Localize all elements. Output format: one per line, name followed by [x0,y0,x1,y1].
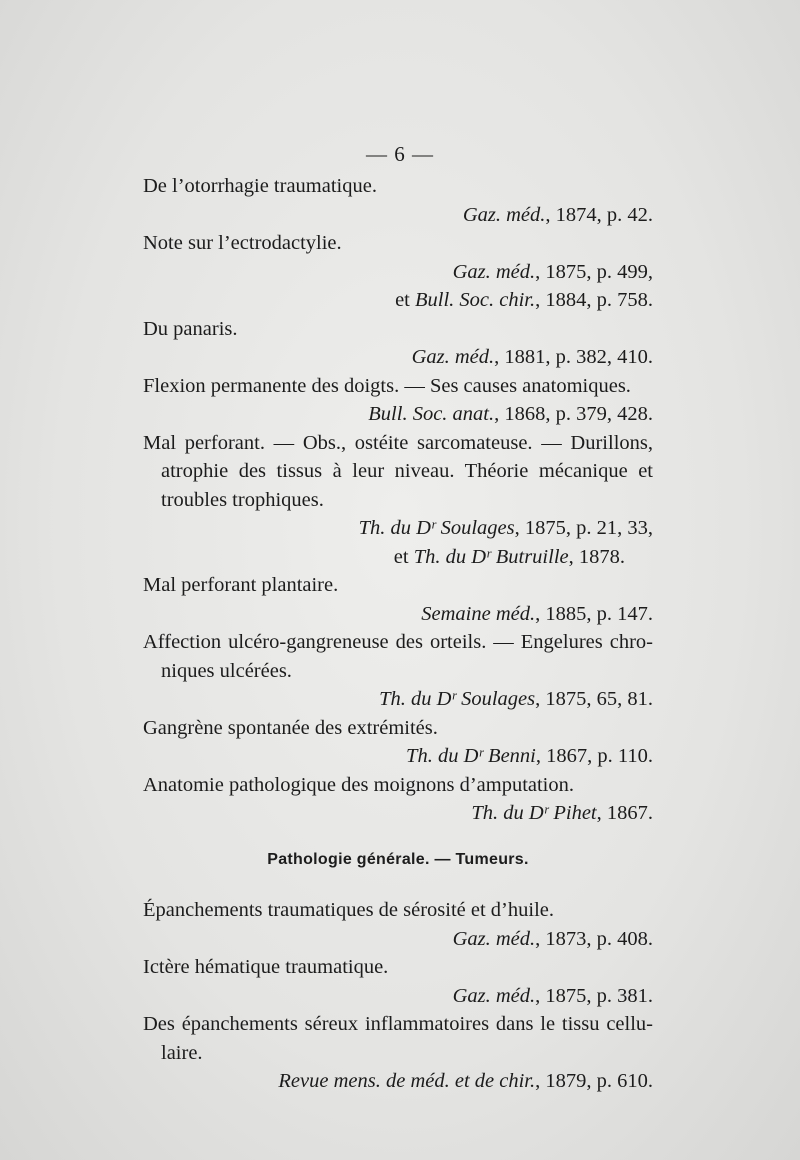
reference-source: Bull. Soc. anat. [368,403,495,425]
reference-source: Gaz. méd. [452,260,536,283]
bibliography-entry [143,714,653,771]
reference-source: Gaz. méd. [462,203,546,226]
entry-title: Flexion permanente des doigts. — Ses causes anatomiques. [143,374,631,397]
entry-title: Ictère hématique traumatique. [143,956,389,978]
page-number: — 6 — [366,142,434,166]
reference-detail: , 1867. [596,802,653,824]
reference-prefix: et [393,545,414,568]
bibliography-entry [143,571,653,628]
bibliography-entry [143,229,653,315]
entry-reference [143,1067,653,1096]
entry-reference [143,286,653,315]
entry-reference [143,343,653,372]
bibliography-list [143,172,653,1096]
reference-source: Gaz. méd. [452,984,536,1007]
reference-source: Th. du Dʳ Butruille [413,545,569,568]
entry-title-line: Des épanchements séreux inflammatoires dans le tissu cellu- [143,1013,653,1035]
reference-detail: , 1868, p. 379, 428. [494,403,653,425]
reference-detail: , 1874, p. 42. [545,203,653,226]
reference-source: Gaz. méd. [452,927,536,950]
bibliography-entry [143,896,653,953]
entry-reference [143,201,653,230]
entry-reference [143,258,653,287]
reference-detail: , 1867, p. 110. [535,745,653,767]
reference-source: Gaz. méd. [411,346,495,368]
entry-title: Note sur l’ectrodactylie. [143,232,342,254]
entry-title-line: laire. [161,1041,203,1064]
entry-title: Mal perforant plantaire. [143,574,339,596]
reference-source: Th. du Dʳ Soulages [358,517,515,539]
reference-detail: , 1885, p. 147. [535,602,653,625]
entry-title-line: Affection ulcéro-gangreneuse des orteils. — Engelures chro- [143,631,653,653]
entry-title: Anatomie pathologique des moignons d’amputation. [143,773,575,796]
entry-title: Épanchements traumatiques de sérosité et d’huile. [143,899,555,921]
reference-detail: , 1875, p. 381. [535,984,653,1007]
entry-reference [143,982,653,1011]
reference-detail: , 1881, p. 382, 410. [494,346,653,368]
reference-source: Semaine méd. [421,602,536,625]
entry-reference [143,685,653,714]
entry-reference [143,925,653,954]
bibliography-entry [143,315,653,372]
reference-detail: , 1875, 65, 81. [535,688,653,710]
entry-reference [143,799,653,828]
section-heading: Pathologie générale. — Tumeurs. [267,850,529,868]
bibliography-entry [143,953,653,1010]
reference-detail: , 1873, p. 408. [535,927,653,950]
entry-reference [143,742,653,771]
reference-detail: , 1875, p. 499, [535,260,653,283]
entry-reference [143,600,653,629]
entry-title: Du panaris. [143,317,238,340]
bibliography-entry [143,372,653,429]
entry-title: Gangrène spontanée des extrémités. [143,716,438,739]
reference-source: Bull. Soc. chir. [414,289,536,311]
entry-title-line: Mal perforant. — Obs., ostéite sarcomateuse. — Durillons, [143,431,653,454]
entry-title-line: atrophie des tissus à leur niveau. Théorie mécanique et [161,460,653,482]
entry-title: De l’otorrhagie traumatique. [143,175,377,197]
entry-reference [143,514,653,543]
bibliography-entry [143,429,653,572]
entry-title-line: niques ulcérées. [161,659,292,682]
bibliography-entry [143,1010,653,1096]
reference-detail: , 1878. [568,545,625,568]
reference-source: Th. du Dʳ Soulages [379,688,536,710]
entry-title-line: troubles trophiques. [161,488,324,511]
reference-detail: , 1879, p. 610. [535,1070,653,1092]
bibliography-entry [143,771,653,828]
reference-detail: , 1875, p. 21, 33, [514,517,653,539]
bibliography-entry [143,628,653,714]
entry-reference [143,543,653,572]
reference-source: Th. du Dʳ Pihet [471,802,597,824]
reference-prefix: et [395,289,415,311]
bibliography-entry [143,172,653,229]
reference-detail: , 1884, p. 758. [535,289,653,311]
reference-source: Revue mens. de méd. et de chir. [278,1070,536,1092]
reference-source: Th. du Dʳ Benni [406,745,536,767]
entry-reference [143,400,653,429]
